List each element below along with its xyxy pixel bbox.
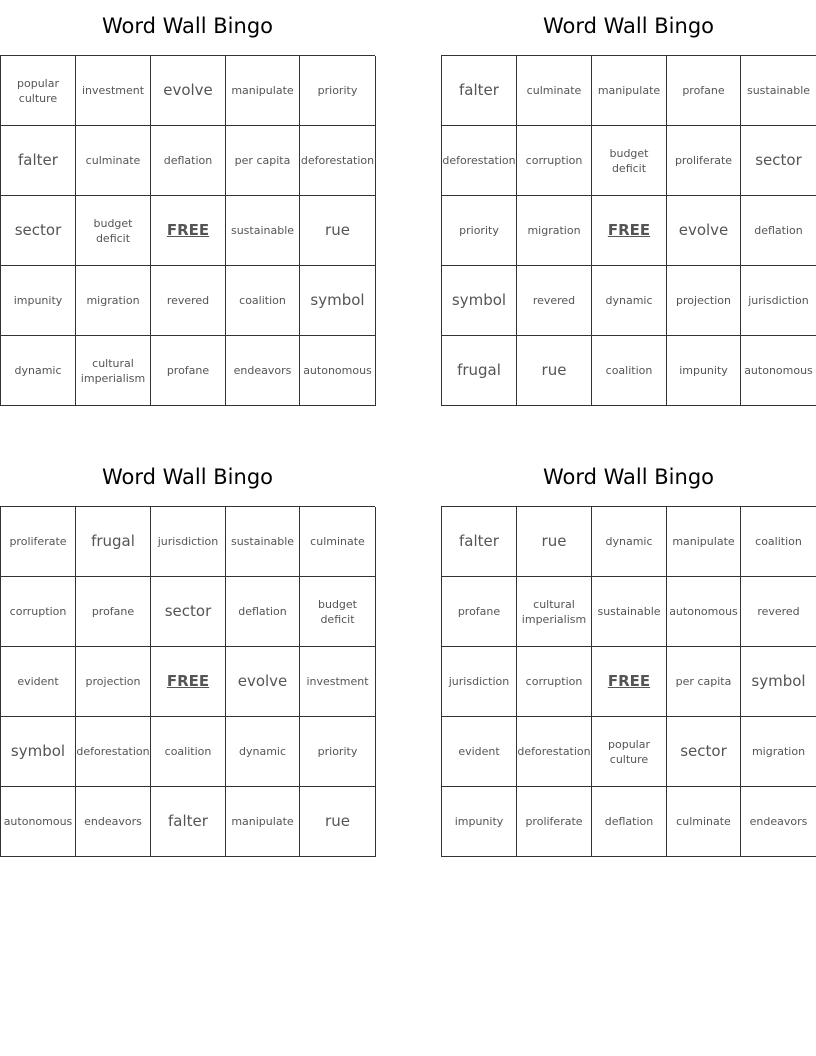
bingo-cell: culminate — [517, 56, 592, 126]
bingo-cell: priority — [442, 196, 517, 266]
bingo-cell: sector — [741, 126, 816, 196]
bingo-cell: autonomous — [300, 336, 376, 406]
bingo-cell: rue — [517, 507, 592, 577]
bingo-cell: evolve — [667, 196, 741, 266]
bingo-cell: impunity — [442, 787, 517, 857]
bingo-cell: manipulate — [226, 787, 300, 857]
bingo-cell: autonomous — [667, 577, 741, 647]
bingo-cell: dynamic — [1, 336, 76, 406]
bingo-cell: rue — [517, 336, 592, 406]
bingo-cell: coalition — [151, 717, 226, 787]
free-space-cell: FREE — [151, 647, 226, 717]
bingo-cell: investment — [300, 647, 376, 717]
bingo-cell: endeavors — [226, 336, 300, 406]
bingo-cell: sector — [667, 717, 741, 787]
bingo-cell: per capita — [667, 647, 741, 717]
bingo-cell: revered — [741, 577, 816, 647]
bingo-cell: popular culture — [592, 717, 667, 787]
bingo-cell: priority — [300, 56, 376, 126]
bingo-cell: priority — [300, 717, 376, 787]
bingo-cell: dynamic — [592, 507, 667, 577]
bingo-cell: coalition — [226, 266, 300, 336]
bingo-cell: endeavors — [741, 787, 816, 857]
bingo-cell: proliferate — [1, 507, 76, 577]
bingo-cell: culminate — [76, 126, 151, 196]
bingo-cell: per capita — [226, 126, 300, 196]
bingo-cell: sustainable — [226, 196, 300, 266]
bingo-cell: migration — [517, 196, 592, 266]
bingo-cell: projection — [76, 647, 151, 717]
bingo-cell: manipulate — [667, 507, 741, 577]
bingo-cell: sustainable — [226, 507, 300, 577]
bingo-cell: falter — [151, 787, 226, 857]
bingo-cell: falter — [1, 126, 76, 196]
bingo-grid — [0, 55, 375, 406]
bingo-cell: sustainable — [741, 56, 816, 126]
bingo-cell: deforestation — [76, 717, 151, 787]
bingo-cell: evident — [442, 717, 517, 787]
bingo-cell: coalition — [741, 507, 816, 577]
bingo-cell: dynamic — [592, 266, 667, 336]
bingo-cell: budget deficit — [300, 577, 376, 647]
bingo-cell: symbol — [741, 647, 816, 717]
card-title: Word Wall Bingo — [101, 465, 273, 489]
bingo-cell: impunity — [667, 336, 741, 406]
bingo-cell: manipulate — [226, 56, 300, 126]
bingo-cell: frugal — [76, 507, 151, 577]
bingo-cell: projection — [667, 266, 741, 336]
bingo-cell: corruption — [1, 577, 76, 647]
bingo-cell: falter — [442, 56, 517, 126]
bingo-cell: falter — [442, 507, 517, 577]
bingo-cell: impunity — [1, 266, 76, 336]
bingo-grid — [0, 506, 375, 857]
card-title: Word Wall Bingo — [101, 14, 273, 38]
bingo-card-3 — [0, 451, 375, 857]
bingo-card-2 — [441, 0, 816, 406]
bingo-cell: symbol — [1, 717, 76, 787]
bingo-cell: deflation — [151, 126, 226, 196]
bingo-cell: frugal — [442, 336, 517, 406]
bingo-cell: evolve — [226, 647, 300, 717]
bingo-cell: proliferate — [517, 787, 592, 857]
bingo-cell: evolve — [151, 56, 226, 126]
bingo-cell: migration — [741, 717, 816, 787]
bingo-cell: profane — [76, 577, 151, 647]
bingo-cell: proliferate — [667, 126, 741, 196]
bingo-cell: migration — [76, 266, 151, 336]
bingo-cell: sustainable — [592, 577, 667, 647]
free-space-cell: FREE — [592, 647, 667, 717]
bingo-cell: revered — [151, 266, 226, 336]
bingo-cell: deflation — [741, 196, 816, 266]
bingo-cell: budget deficit — [592, 126, 667, 196]
bingo-cell: deflation — [226, 577, 300, 647]
bingo-card-4 — [441, 451, 816, 857]
bingo-cell: budget deficit — [76, 196, 151, 266]
bingo-cell: sector — [151, 577, 226, 647]
bingo-cell: cultural imperialism — [517, 577, 592, 647]
bingo-grid — [441, 55, 816, 406]
bingo-cell: investment — [76, 56, 151, 126]
free-space-cell: FREE — [151, 196, 226, 266]
bingo-cell: profane — [442, 577, 517, 647]
bingo-cell: culminate — [667, 787, 741, 857]
bingo-cell: rue — [300, 787, 376, 857]
bingo-cell: symbol — [300, 266, 376, 336]
bingo-cell: jurisdiction — [442, 647, 517, 717]
bingo-cell: evident — [1, 647, 76, 717]
bingo-cell: profane — [151, 336, 226, 406]
bingo-cell: corruption — [517, 647, 592, 717]
bingo-cell: deforestation — [517, 717, 592, 787]
bingo-cell: corruption — [517, 126, 592, 196]
bingo-cell: sector — [1, 196, 76, 266]
bingo-grid — [441, 506, 816, 857]
bingo-card-1 — [0, 0, 375, 406]
bingo-cell: deforestation — [442, 126, 517, 196]
bingo-cell: profane — [667, 56, 741, 126]
bingo-cell: deforestation — [300, 126, 376, 196]
bingo-cell: manipulate — [592, 56, 667, 126]
card-title: Word Wall Bingo — [542, 465, 714, 489]
bingo-cell: popular culture — [1, 56, 76, 126]
bingo-cell: symbol — [442, 266, 517, 336]
bingo-cell: deflation — [592, 787, 667, 857]
bingo-cell: coalition — [592, 336, 667, 406]
bingo-cell: endeavors — [76, 787, 151, 857]
bingo-cell: cultural imperialism — [76, 336, 151, 406]
bingo-cell: jurisdiction — [151, 507, 226, 577]
card-title: Word Wall Bingo — [542, 14, 714, 38]
bingo-cell: dynamic — [226, 717, 300, 787]
free-space-cell: FREE — [592, 196, 667, 266]
bingo-cell: autonomous — [1, 787, 76, 857]
bingo-cell: jurisdiction — [741, 266, 816, 336]
bingo-cell: rue — [300, 196, 376, 266]
bingo-cell: autonomous — [741, 336, 816, 406]
bingo-cell: revered — [517, 266, 592, 336]
bingo-cell: culminate — [300, 507, 376, 577]
